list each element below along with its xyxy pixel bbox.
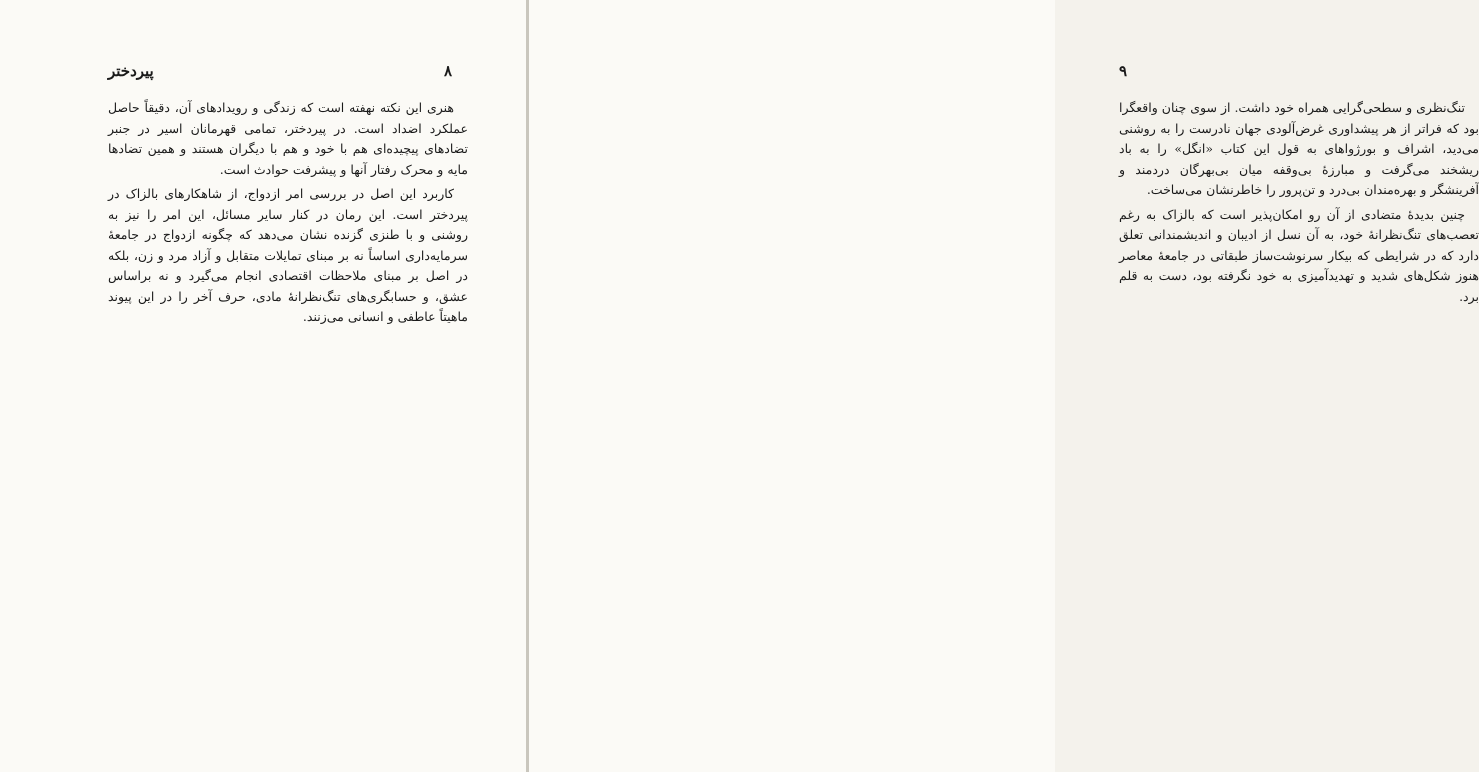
page-number-right: ۹ (1119, 62, 1128, 80)
right-page-body (1119, 98, 1479, 311)
paragraph: هنری این نکته نهفته است که زندگی و رویدادهای آن، دقیقاً حاصل عملکرد اضداد است. در پیردختر، تمامی قهرمانان اسیر در جنبر تضادهای پیچیده‌ای هم با خود و هم با دیگران هستند و همین تضادها مایه و محرک رفتار آنها و پیشرفت حوادث است. (108, 100, 468, 177)
right-page (529, 0, 1479, 772)
left-page (0, 0, 526, 772)
left-page-body (108, 98, 468, 332)
paragraph: کاربرد این اصل در بررسی امر ازدواج، از شاهکارهای بالزاک در پیردختر است. این رمان در کنار سایر مسائل، این امر را نیز به روشنی و با طنزی گزنده نشان می‌دهد که چگونه ازدواج در جامعهٔ سرمایه‌داری اساساً نه بر مبنای تمایلات متقابل و آزاد مرد و زن، بلکه در اصل بر مبنای ملاحظات اقتصادی انجام می‌گیرد و نه براساس عشق، و حسابگری‌های تنگ‌نظرانهٔ مادی، حرف آخر را در این پیوند ماهیتاً عاطفی و انسانی می‌زنند. (108, 186, 468, 324)
paragraph: چنین بدیدهٔ متضادی از آن رو امکان‌پذیر است که بالزاک به رغم تعصب‌های تنگ‌نظرانهٔ خود، به آن نسل از ادیبان و اندیشمندانی تعلق دارد که در شرایطی که بیکار سرنوشت‌ساز طبقاتی در جامعهٔ معاصر هنوز شکل‌های شدید و تهدیدآمیزی به خود نگرفته بود، دست به قلم برد. (1119, 206, 1479, 304)
running-title: پیردختر (108, 62, 154, 80)
paragraph: تنگ‌نظری و سطحی‌گرایی همراه خود داشت. از سوی چنان واقعگرا بود که فراتر از هر پیشداوری غرض‌آلودی جهان نادرست را به روشنی می‌دید، اشراف و بورژواهای به قول این کتاب «انگل» را به باد ریشخند می‌گرفت و مبارزهٔ بی‌وقفه میان بی‌بهرگان دردمند و آفرینشگر و بهره‌مندان بی‌درد و تن‌پرور را خاطرنشان می‌ساخت. (1119, 100, 1479, 197)
page-number-left: ۸ (444, 62, 453, 80)
